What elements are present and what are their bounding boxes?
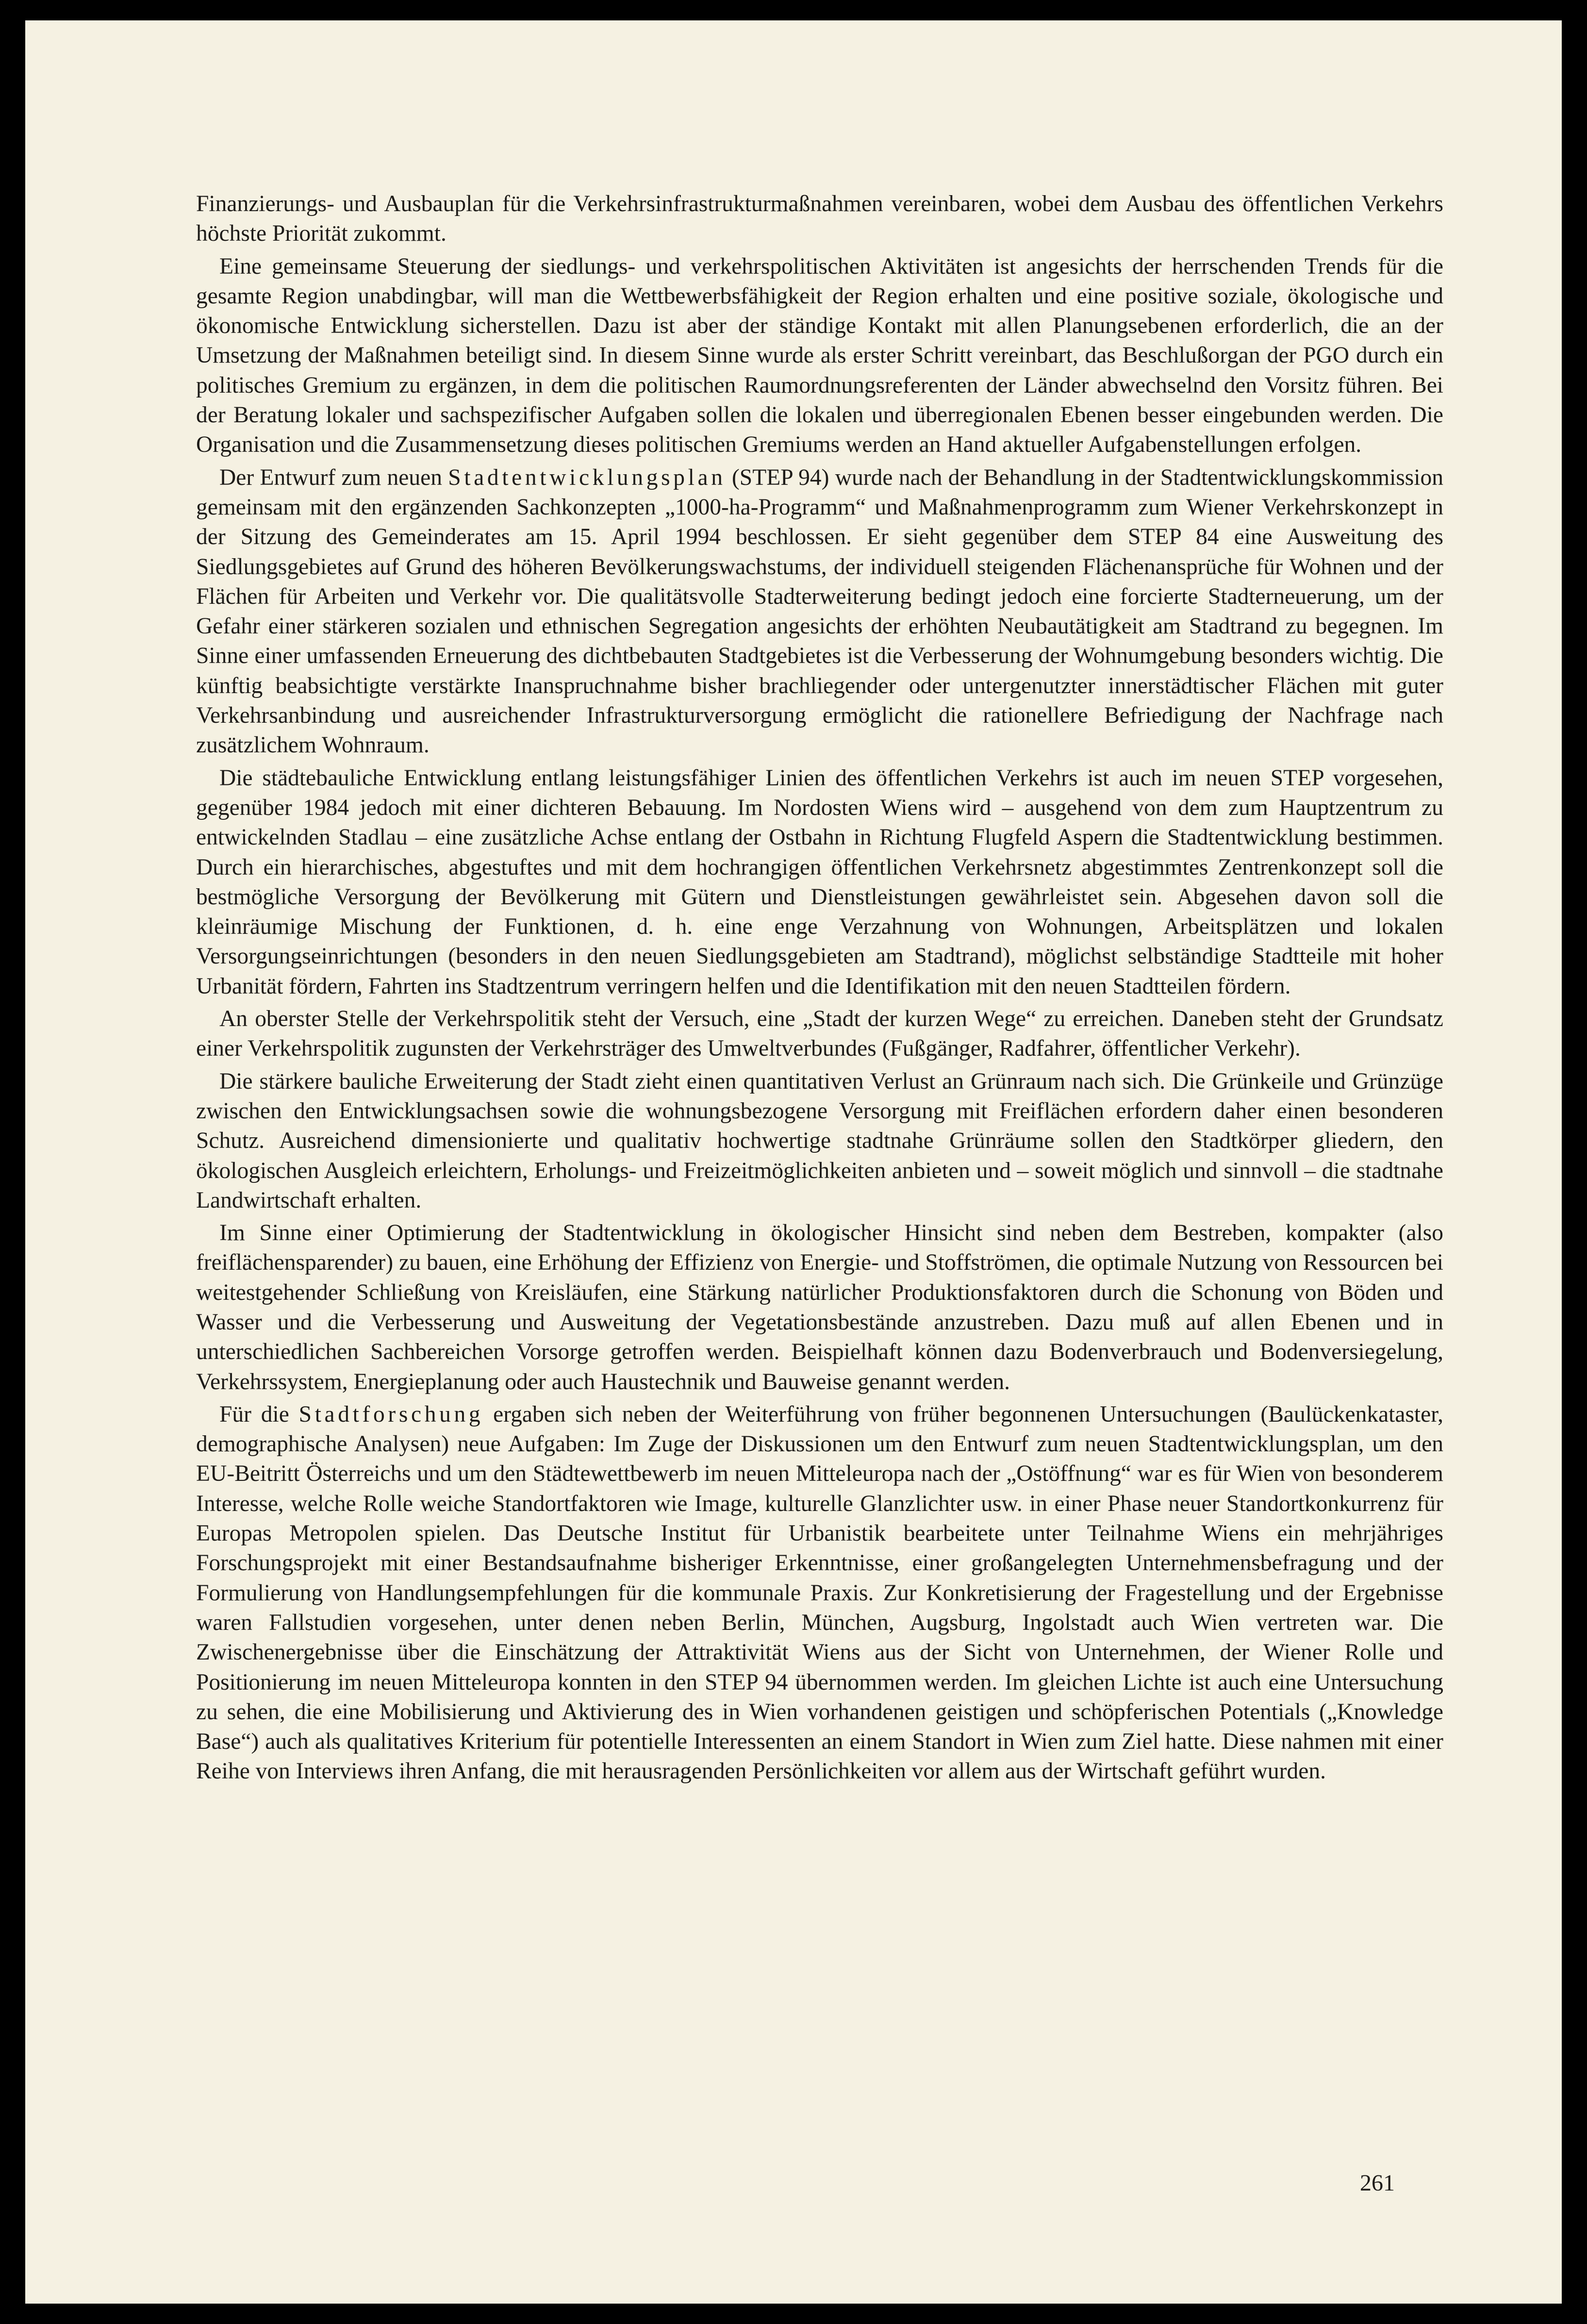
paragraph bbox=[196, 1004, 1443, 1064]
text-run: Die stärkere bauliche Erweiterung der Stadt zieht einen quantitativen Verlust an Grünraum nach sich. Die Grünkeile und Grünzüge zwischen den Entwicklungsachsen sowie die wohnungsbezogene Versorgung mit Freiflächen erfordern daher einen besonderen Schutz. Ausreichend dimensionierte und qualitativ hochwertige stadtnahe Grünräume sollen den Stadtkörper gliedern, den ökologischen Ausgleich erleichtern, Erholungs- und Freizeitmöglichkeiten anbieten und – soweit möglich und sinnvoll – die stadtnahe Landwirtschaft erhalten. bbox=[196, 1068, 1443, 1213]
paragraph bbox=[196, 463, 1443, 761]
text-run: Der Entwurf zum neuen bbox=[219, 465, 448, 490]
paragraph bbox=[196, 1400, 1443, 1787]
text-run: (STEP 94) wurde nach der Behandlung in der Stadtentwicklungskommission gemeinsam mit den ergänzenden Sachkonzepten „1000-ha-Programm“ und Maßnahmenprogramm zum Wiener Verkehrskonzept in der Sitzung des Gemeinderates am 15. April 1994 beschlossen. Er sieht gegenüber dem STEP 84 eine Ausweitung des Siedlungsgebietes auf Grund des höheren Bevölkerungswachstums, der individuell steigenden Flächenansprüche für Wohnen und der Flächen für Arbeiten und Verkehr vor. Die qualitätsvolle Stadterweiterung bedingt jedoch eine forcierte Stadterneuerung, um der Gefahr einer stärkeren sozialen und ethnischen Segregation angesichts der erhöhten Neubautätigkeit am Stadtrand zu begegnen. Im Sinne einer umfassenden Erneuerung des dichtbebauten Stadtgebietes ist die Verbesserung der Wohnumgebung besonders wichtig. Die künftig beabsichtigte verstärkte Inanspruchnahme bisher brachliegender oder untergenutzter innerstädtischer Flächen mit guter Verkehrsanbindung und ausreichender Infrastrukturversorgung ermöglicht die rationellere Befriedigung der Nachfrage nach zusätzlichem Wohnraum. bbox=[196, 465, 1443, 758]
document-page bbox=[25, 20, 1562, 2304]
paragraph bbox=[196, 1218, 1443, 1397]
text-run: Für die bbox=[219, 1401, 299, 1427]
paragraph bbox=[196, 252, 1443, 460]
text-run: ergaben sich neben der Weiterführung von früher begonnenen Untersuchungen (Baulückenkataster, demographische Analysen) neue Aufgaben: Im Zuge der Diskussionen um den Entwurf zum neuen Stadtentwicklungsplan, um den EU-Beitritt Österreichs und um den Städtewettbewerb im neuen Mitteleuropa nach der „Ostöffnung“ war es für Wien von besonderem Interesse, welche Rolle weiche Standortfaktoren wie Image, kulturelle Glanzlichter usw. in einer Phase neuer Standortkonkurrenz für Europas Metropolen spielen. Das Deutsche Institut für Urbanistik bearbeitete unter Teilnahme Wiens ein mehrjähriges Forschungsprojekt mit einer Bestandsaufnahme bisheriger Erkenntnisse, einer großangelegten Unternehmensbefragung und der Formulierung von Handlungsempfehlungen für die kommunale Praxis. Zur Konkretisierung der Fragestellung und der Ergebnisse waren Fallstudien vorgesehen, unter denen neben Berlin, München, Augsburg, Ingolstadt auch Wien vertreten war. Die Zwischenergebnisse über die Einschätzung der Attraktivität Wiens aus der Sicht von Unternehmen, der Wiener Rolle und Positionierung im neuen Mitteleuropa konnten in den STEP 94 übernommen werden. Im gleichen Lichte ist auch eine Untersuchung zu sehen, die eine Mobilisierung und Aktivierung des in Wien vorhandenen geistigen und schöpferischen Potentials („Knowledge Base“) auch als qualitatives Kriterium für potentielle Interessenten an einem Standort in Wien zum Ziel hatte. Diese nahmen mit einer Reihe von Interviews ihren Anfang, die mit herausragenden Persönlichkeiten vor allem aus der Wirtschaft geführt wurden. bbox=[196, 1401, 1443, 1784]
paragraph bbox=[196, 764, 1443, 1001]
page-number: 261 bbox=[1360, 2170, 1395, 2196]
body-text bbox=[196, 189, 1443, 1790]
paragraph bbox=[196, 189, 1443, 249]
emphasized-term: Stadtentwicklungsplan bbox=[448, 465, 726, 490]
text-run: Die städtebauliche Entwicklung entlang leistungsfähiger Linien des öffentlichen Verkehrs ist auch im neuen STEP vorgesehen, gegenüber 1984 jedoch mit einer dichteren Bebauung. Im Nordosten Wiens wird – ausgehend von dem zum Hauptzentrum zu entwickelnden Stadlau – eine zusätzliche Achse entlang der Ostbahn in Richtung Flugfeld Aspern die Stadtentwicklung bestimmen. Durch ein hierarchisches, abgestuftes und mit dem hochrangigen öffentlichen Verkehrsnetz abgestimmtes Zentrenkonzept soll die bestmögliche Versorgung der Bevölkerung mit Gütern und Dienstleistungen gewährleistet sein. Abgesehen davon soll die kleinräumige Mischung der Funktionen, d. h. eine enge Verzahnung von Wohnungen, Arbeitsplätzen und lokalen Versorgungseinrichtungen (besonders in den neuen Siedlungsgebieten am Stadtrand), möglichst selbständige Stadtteile mit hoher Urbanität fördern, Fahrten ins Stadtzentrum verringern helfen und die Identifikation mit den neuen Stadtteilen fördern. bbox=[196, 765, 1443, 999]
paragraph bbox=[196, 1067, 1443, 1215]
text-run: Im Sinne einer Optimierung der Stadtentwicklung in ökologischer Hinsicht sind neben dem Bestreben, kompakter (also freiflächensparender) zu bauen, eine Erhöhung der Effizienz von Energie- und Stoffströmen, die optimale Nutzung von Ressourcen bei weitestgehender Schließung von Kreisläufen, eine Stärkung natürlicher Produktionsfaktoren durch die Schonung von Böden und Wasser und die Verbesserung und Ausweitung der Vegetationsbestände anzustreben. Dazu muß auf allen Ebenen und in unterschiedlichen Sachbereichen Vorsorge getroffen werden. Beispielhaft können dazu Bodenverbrauch und Bodenversiegelung, Verkehrssystem, Energieplanung oder auch Haustechnik und Bauweise genannt werden. bbox=[196, 1220, 1443, 1394]
text-run: An oberster Stelle der Verkehrspolitik steht der Versuch, eine „Stadt der kurzen Wege“ zu erreichen. Daneben steht der Grundsatz einer Verkehrspolitik zugunsten der Verkehrsträger des Umweltverbundes (Fußgänger, Radfahrer, öffentlicher Verkehr). bbox=[196, 1006, 1443, 1062]
text-run: Eine gemeinsame Steuerung der siedlungs- und verkehrspolitischen Aktivitäten ist angesichts der herrschenden Trends für die gesamte Region unabdingbar, will man die Wettbewerbsfähigkeit der Region erhalten und eine positive soziale, ökologische und ökonomische Entwicklung sicherstellen. Dazu ist aber der ständige Kontakt mit allen Planungsebenen erforderlich, die an der Umsetzung der Maßnahmen beteiligt sind. In diesem Sinne wurde als erster Schritt vereinbart, das Beschlußorgan der PGO durch ein politisches Gremium zu ergänzen, in dem die politischen Raumordnungsreferenten der Länder abwechselnd den Vorsitz führen. Bei der Beratung lokaler und sachspezifischer Aufgaben sollen die lokalen und überregionalen Ebenen besser eingebunden werden. Die Organisation und die Zusammensetzung dieses politischen Gremiums werden an Hand aktueller Aufgabenstellungen erfolgen. bbox=[196, 253, 1443, 458]
text-run: Finanzierungs- und Ausbauplan für die Verkehrsinfrastrukturmaßnahmen vereinbaren, wobei dem Ausbau des öffentlichen Verkehrs höchste Priorität zukommt. bbox=[196, 191, 1443, 247]
emphasized-term: Stadtforschung bbox=[298, 1401, 484, 1427]
